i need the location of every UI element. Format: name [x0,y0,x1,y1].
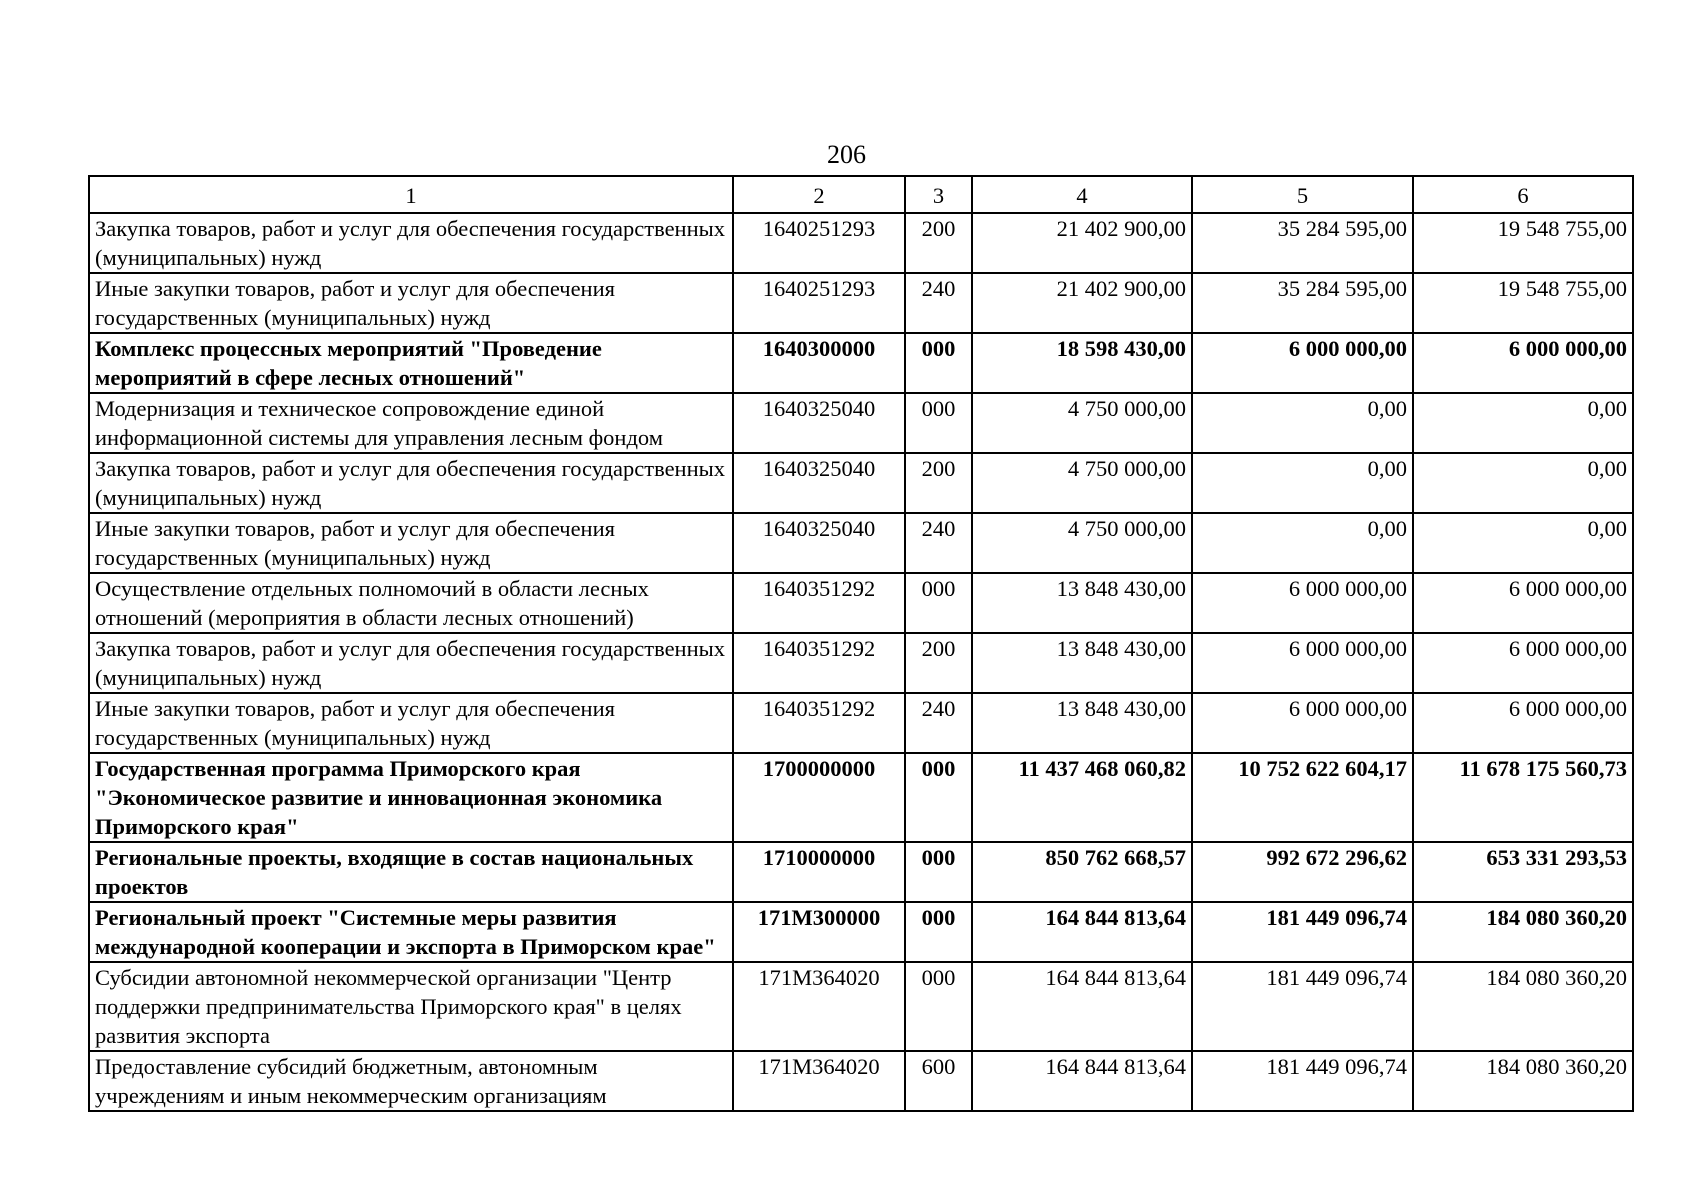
table-row [89,393,1633,453]
row-amount-col6: 0,00 [1413,393,1633,453]
page-number: 206 [827,140,866,169]
table-row [89,453,1633,513]
row-kvr-cell: 240 [905,693,972,753]
row-kvr-cell: 000 [905,753,972,842]
row-amount-col5: 181 449 096,74 [1192,1051,1413,1111]
table-row [89,842,1633,902]
row-amount-col4: 13 848 430,00 [972,633,1192,693]
table-row [89,1051,1633,1111]
row-code-cell: 1640325040 [733,513,905,573]
table-row [89,333,1633,393]
table-row [89,693,1633,753]
table-row [89,273,1633,333]
row-amount-col4: 21 402 900,00 [972,273,1192,333]
table-row [89,753,1633,842]
row-amount-col5: 6 000 000,00 [1192,573,1413,633]
column-header: 6 [1413,176,1633,213]
row-code-cell: 1640325040 [733,393,905,453]
row-amount-col5: 0,00 [1192,513,1413,573]
row-kvr-cell: 000 [905,573,972,633]
row-name-cell: Осуществление отдельных полномочий в области лесных отношений (мероприятия в области лесных отношений) [89,573,733,633]
row-amount-col5: 992 672 296,62 [1192,842,1413,902]
row-name-cell: Закупка товаров, работ и услуг для обеспечения государственных (муниципальных) нужд [89,213,733,273]
row-code-cell: 1640325040 [733,453,905,513]
row-kvr-cell: 200 [905,453,972,513]
row-amount-col4: 11 437 468 060,82 [972,753,1192,842]
row-amount-col6: 6 000 000,00 [1413,693,1633,753]
row-amount-col4: 850 762 668,57 [972,842,1192,902]
row-amount-col6: 11 678 175 560,73 [1413,753,1633,842]
row-amount-col6: 184 080 360,20 [1413,902,1633,962]
row-name-cell: Закупка товаров, работ и услуг для обеспечения государственных (муниципальных) нужд [89,453,733,513]
table-row [89,213,1633,273]
row-amount-col4: 21 402 900,00 [972,213,1192,273]
row-amount-col6: 0,00 [1413,513,1633,573]
row-amount-col4: 164 844 813,64 [972,1051,1192,1111]
row-amount-col5: 10 752 622 604,17 [1192,753,1413,842]
row-name-cell: Модернизация и техническое сопровождение единой информационной системы для управления лесным фондом [89,393,733,453]
row-amount-col4: 164 844 813,64 [972,902,1192,962]
row-amount-col6: 6 000 000,00 [1413,633,1633,693]
row-amount-col5: 6 000 000,00 [1192,693,1413,753]
row-name-cell: Закупка товаров, работ и услуг для обеспечения государственных (муниципальных) нужд [89,633,733,693]
column-header: 3 [905,176,972,213]
row-name-cell: Иные закупки товаров, работ и услуг для обеспечения государственных (муниципальных) нужд [89,693,733,753]
row-code-cell: 171М364020 [733,1051,905,1111]
row-name-cell: Предоставление субсидий бюджетным, автономным учреждениям и иным некоммерческим организациям [89,1051,733,1111]
row-amount-col5: 35 284 595,00 [1192,273,1413,333]
table-row [89,513,1633,573]
row-amount-col4: 13 848 430,00 [972,573,1192,633]
table-row [89,962,1633,1051]
row-code-cell: 1640300000 [733,333,905,393]
row-code-cell: 171М364020 [733,962,905,1051]
row-amount-col4: 18 598 430,00 [972,333,1192,393]
row-code-cell: 1700000000 [733,753,905,842]
budget-table [88,175,1634,1112]
row-amount-col6: 184 080 360,20 [1413,962,1633,1051]
table-row [89,573,1633,633]
row-kvr-cell: 200 [905,633,972,693]
row-amount-col5: 0,00 [1192,453,1413,513]
row-amount-col4: 13 848 430,00 [972,693,1192,753]
row-amount-col5: 6 000 000,00 [1192,633,1413,693]
row-amount-col5: 181 449 096,74 [1192,962,1413,1051]
table-row [89,902,1633,962]
row-kvr-cell: 000 [905,902,972,962]
table-row [89,633,1633,693]
row-amount-col5: 6 000 000,00 [1192,333,1413,393]
row-name-cell: Государственная программа Приморского края "Экономическое развитие и инновационная экономика Приморского края" [89,753,733,842]
row-kvr-cell: 240 [905,273,972,333]
row-amount-col4: 4 750 000,00 [972,453,1192,513]
row-amount-col6: 19 548 755,00 [1413,213,1633,273]
row-name-cell: Субсидии автономной некоммерческой организации "Центр поддержки предпринимательства Приморского края" в целях развития экспорта [89,962,733,1051]
row-code-cell: 1640351292 [733,573,905,633]
row-kvr-cell: 000 [905,393,972,453]
row-kvr-cell: 000 [905,842,972,902]
table-body [89,213,1633,1111]
row-amount-col6: 6 000 000,00 [1413,573,1633,633]
row-name-cell: Региональные проекты, входящие в состав национальных проектов [89,842,733,902]
row-amount-col6: 184 080 360,20 [1413,1051,1633,1111]
row-code-cell: 1710000000 [733,842,905,902]
row-amount-col4: 164 844 813,64 [972,962,1192,1051]
row-code-cell: 1640351292 [733,693,905,753]
row-kvr-cell: 600 [905,1051,972,1111]
row-amount-col4: 4 750 000,00 [972,513,1192,573]
row-name-cell: Комплекс процессных мероприятий "Проведение мероприятий в сфере лесных отношений" [89,333,733,393]
column-header: 4 [972,176,1192,213]
row-amount-col5: 0,00 [1192,393,1413,453]
row-code-cell: 1640251293 [733,273,905,333]
row-name-cell: Региональный проект "Системные меры развития международной кооперации и экспорта в Приморском крае" [89,902,733,962]
column-header: 2 [733,176,905,213]
row-code-cell: 1640251293 [733,213,905,273]
column-header: 1 [89,176,733,213]
row-amount-col6: 19 548 755,00 [1413,273,1633,333]
row-name-cell: Иные закупки товаров, работ и услуг для обеспечения государственных (муниципальных) нужд [89,513,733,573]
row-kvr-cell: 000 [905,333,972,393]
row-amount-col5: 181 449 096,74 [1192,902,1413,962]
table-header-row [89,176,1633,213]
column-header: 5 [1192,176,1413,213]
row-amount-col6: 653 331 293,53 [1413,842,1633,902]
row-amount-col6: 0,00 [1413,453,1633,513]
row-code-cell: 1640351292 [733,633,905,693]
row-amount-col5: 35 284 595,00 [1192,213,1413,273]
row-kvr-cell: 200 [905,213,972,273]
row-kvr-cell: 000 [905,962,972,1051]
row-amount-col4: 4 750 000,00 [972,393,1192,453]
row-kvr-cell: 240 [905,513,972,573]
row-amount-col6: 6 000 000,00 [1413,333,1633,393]
row-name-cell: Иные закупки товаров, работ и услуг для обеспечения государственных (муниципальных) нужд [89,273,733,333]
row-code-cell: 171М300000 [733,902,905,962]
